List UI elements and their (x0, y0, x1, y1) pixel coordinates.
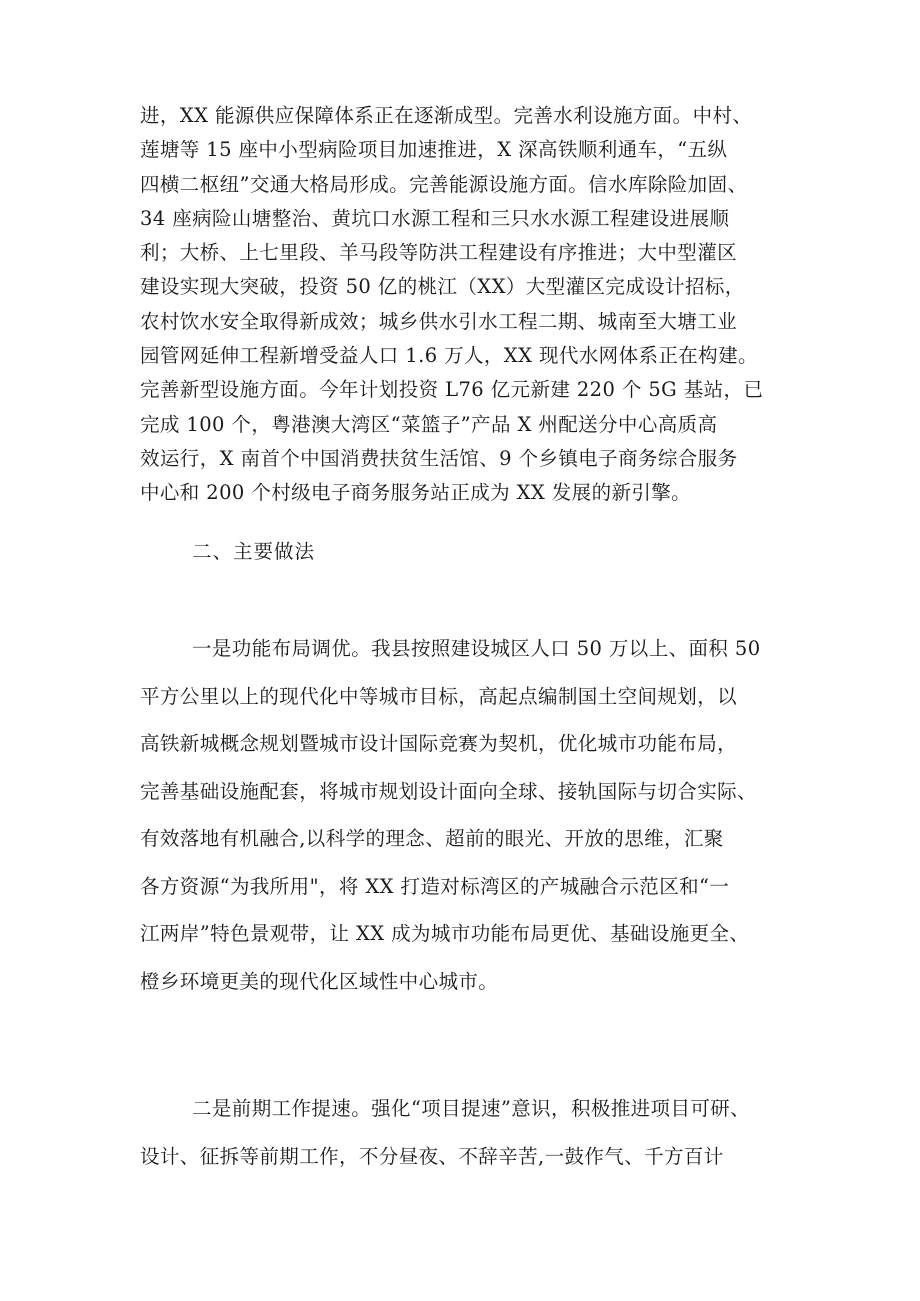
text-line: 四横二枢纽”交通大格局形成。完善能源设施方面。信水库除险加固、 (140, 172, 748, 196)
text-line: 利；大桥、上七里段、羊马段等防洪工程建设有序推进；大中型灌区 (140, 241, 738, 265)
text-line: 完成 100 个，粤港澳大湾区“菜篮子”产品 X 州配送分中心高质高 (140, 412, 718, 436)
text-line: 二是前期工作提速。强化“项目提速”意识，积极推进项目可研、 (192, 1097, 751, 1120)
text-line: 34 座病险山塘整治、黄坑口水源工程和三只水水源工程建设进展顺 (140, 206, 730, 230)
text-line: 完善基础设施配套，将城市规划设计面向全球、接轨国际与切合实际、 (140, 779, 757, 803)
text-line: 莲塘等 15 座中小型病险项目加速推进，X 深高铁顺利通车，“五纵 (140, 138, 728, 162)
paragraph-infrastructure (140, 99, 790, 511)
text-line: 中心和 200 个村级电子商务服务站正成为 XX 发展的新引擎。 (140, 481, 692, 505)
text-line: 效运行，X 南首个中国消费扶贫生活馆、9 个乡镇电子商务综合服务 (140, 446, 738, 470)
text-line: 建设实现大突破，投资 50 亿的桃江（XX）大型灌区完成设计招标， (140, 275, 745, 299)
text-line: 平方公里以上的现代化中等城市目标，高起点编制国土空间规划，以 (140, 684, 738, 708)
text-line: 园管网延伸工程新增受益人口 1.6 万人，XX 现代水网体系正在构建。 (140, 344, 758, 368)
text-line: 进，XX 能源供应保障体系正在逐渐成型。完善水利设施方面。中村、 (140, 104, 753, 127)
section-heading: 二、主要做法 (192, 540, 316, 563)
text-line: 橙乡环境更美的现代化区域性中心城市。 (140, 969, 499, 993)
text-line: 各方资源“为我所用"，将 XX 打造对标湾区的产城融合示范区和“一 (140, 874, 730, 898)
paragraph-preliminary-work (140, 1085, 790, 1180)
text-line: 设计、征拆等前期工作，不分昼夜、不辞辛苦,一鼓作气、千方百计 (140, 1144, 724, 1168)
text-line: 农村饮水安全取得新成效；城乡供水引水工程二期、城南至大塘工业 (140, 309, 738, 333)
text-line: 高铁新城概念规划暨城市设计国际竞赛为契机，优化城市功能布局， (140, 732, 738, 755)
text-line: 江两岸”特色景观带，让 XX 成为城市功能布局更优、基础设施更全、 (140, 922, 750, 945)
text-line: 完善新型设施方面。今年计划投资 L76 亿元新建 220 个 5G 基站，已 (140, 378, 764, 402)
text-line: 有效落地有机融合,以科学的理念、超前的眼光、开放的思维，汇聚 (140, 827, 724, 850)
text-line: 一是功能布局调优。我县按照建设城区人口 50 万以上、面积 50 (192, 637, 761, 660)
paragraph-function-layout (140, 625, 790, 1005)
